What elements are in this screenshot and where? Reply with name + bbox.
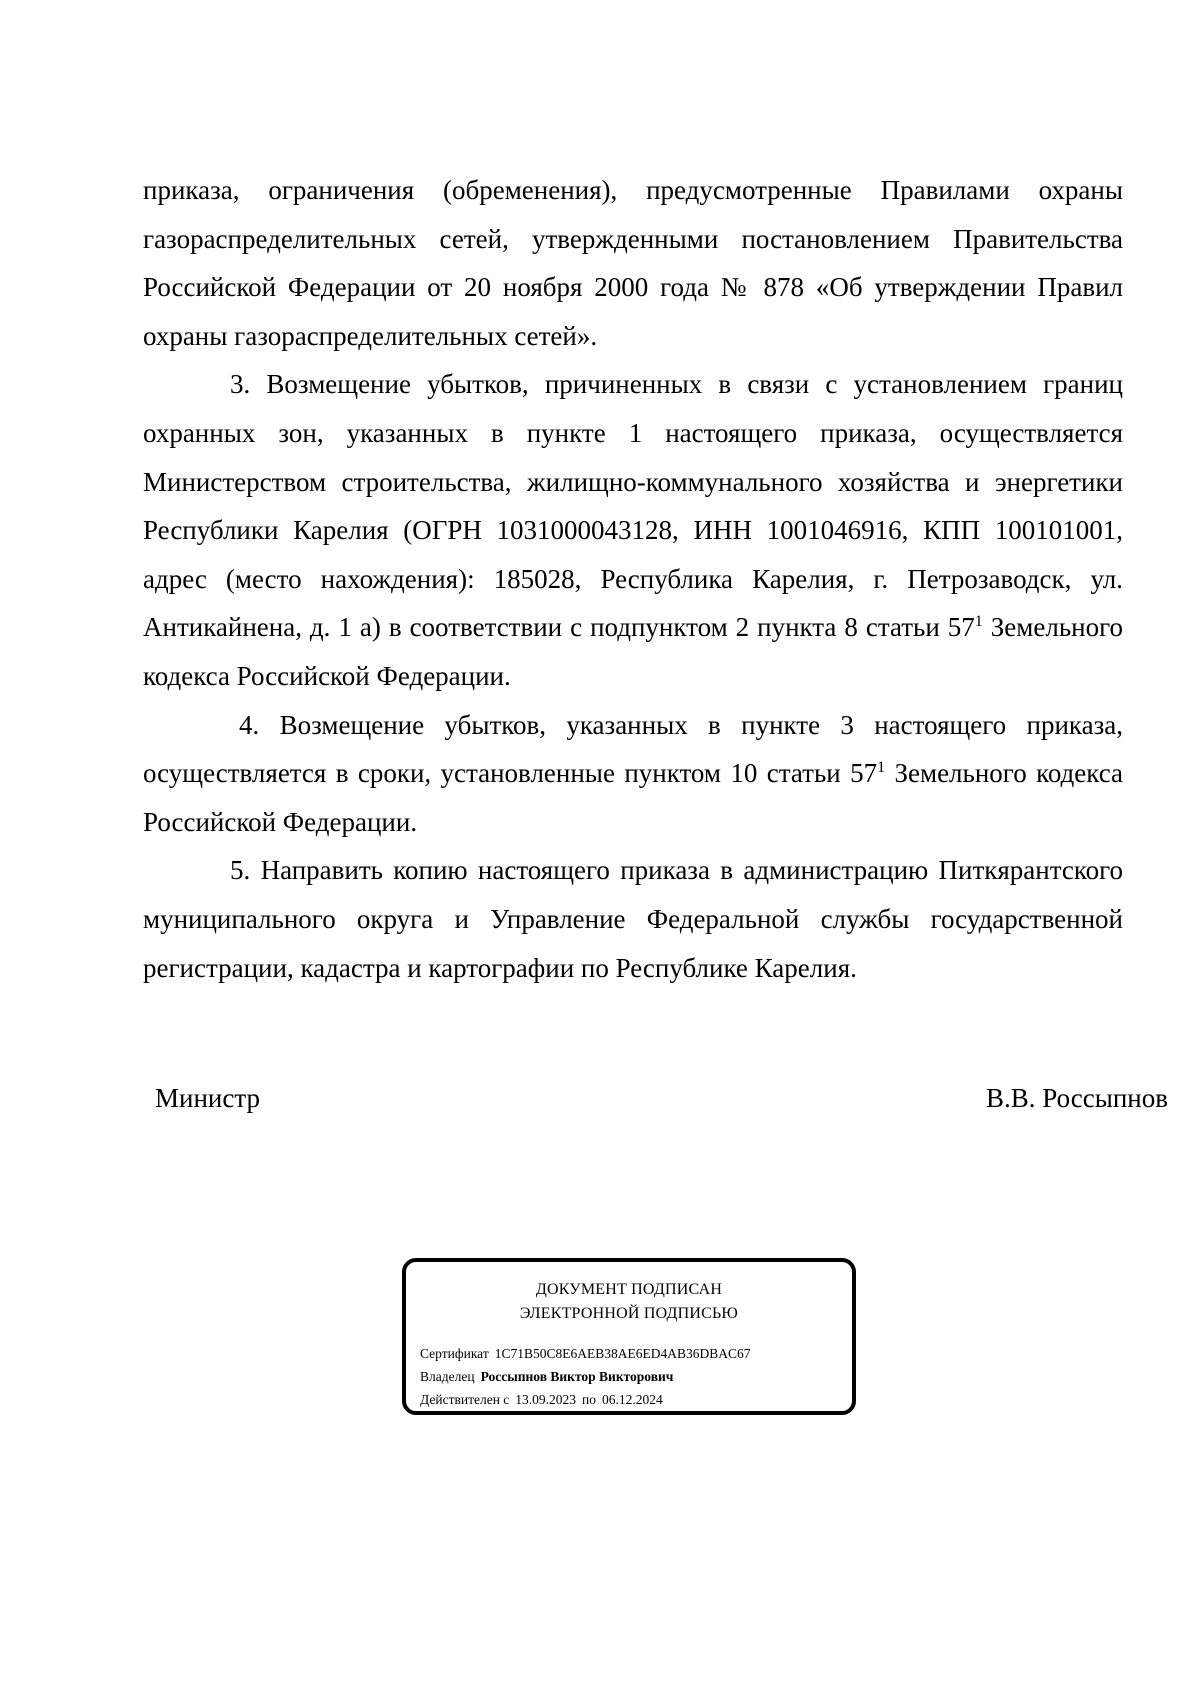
document-body	[143, 166, 1123, 992]
stamp-certificate-line	[420, 1342, 751, 1365]
valid-label: Действителен с	[420, 1392, 510, 1407]
owner-label: Владелец	[420, 1369, 475, 1384]
electronic-signature-stamp	[402, 1258, 856, 1415]
stamp-owner-line	[420, 1365, 751, 1388]
certificate-value: 1C71B50C8E6AEB38AE6ED4AB36DBAC67	[494, 1346, 751, 1361]
paragraph-4-text: 4. Возмещение убытков, указанных в пункте 3 настоящего приказа, осуществляется в сроки, установленные пунктом 10 статьи 57	[143, 709, 1123, 789]
paragraph-3-text-end: Земельного кодекса Российской Федерации.	[143, 612, 1123, 691]
valid-to-label: по	[582, 1392, 597, 1407]
paragraph-3-text: 3. Возмещение убытков, причиненных в связи с установлением границ охранных зон, указанных в пункте 1 настоящего приказа, осуществляется Министерством строительства, жилищно-коммунального хозяйства и энергетики Республики Карелия (ОГРН 1031000043128, ИНН 1001046916, КПП 100101001, адрес (место нахождения): 185028, Республика Карелия, г. Петрозаводск, ул. Антикайнена, д. 1 а) в соответствии с подпунктом 2 пункта 8 статьи 57	[143, 369, 1123, 643]
certificate-label: Сертификат	[420, 1346, 489, 1361]
superscript-1: 1	[974, 613, 983, 631]
stamp-title	[406, 1278, 852, 1326]
signer-position: Министр	[155, 1083, 260, 1113]
stamp-validity-line	[420, 1388, 751, 1411]
paragraph-4-text-end: Земельного кодекса Российской Федерации.	[143, 758, 1124, 837]
stamp-details	[420, 1342, 751, 1411]
paragraph-5: 5. Направить копию настоящего приказа в администрацию Питкярантского муниципального округа и Управление Федеральной службы государственной регистрации, кадастра и картографии по Республике Карелия.	[143, 855, 1123, 983]
stamp-title-line-1: ДОКУМЕНТ ПОДПИСАН	[535, 1281, 723, 1298]
signer-name: В.В. Россыпнов	[985, 1083, 1168, 1113]
owner-value: Россыпнов Виктор Викторович	[480, 1369, 674, 1384]
paragraph-continuation: приказа, ограничения (обременения), предусмотренные Правилами охраны газораспределительных сетей, утвержденными постановлением Правительства Российской Федерации от 20 ноября 2000 года № 878 «Об утверждении Правил охраны газораспределительных сетей».	[143, 175, 1123, 351]
paragraph-4	[143, 701, 1123, 847]
valid-to: 06.12.2024	[602, 1392, 663, 1407]
superscript-1: 1	[877, 759, 886, 777]
valid-from: 13.09.2023	[515, 1392, 577, 1407]
signature-row	[155, 1083, 1168, 1114]
stamp-title-line-2: ЭЛЕКТРОННОЙ ПОДПИСЬЮ	[519, 1305, 739, 1322]
paragraph-3	[143, 360, 1123, 700]
